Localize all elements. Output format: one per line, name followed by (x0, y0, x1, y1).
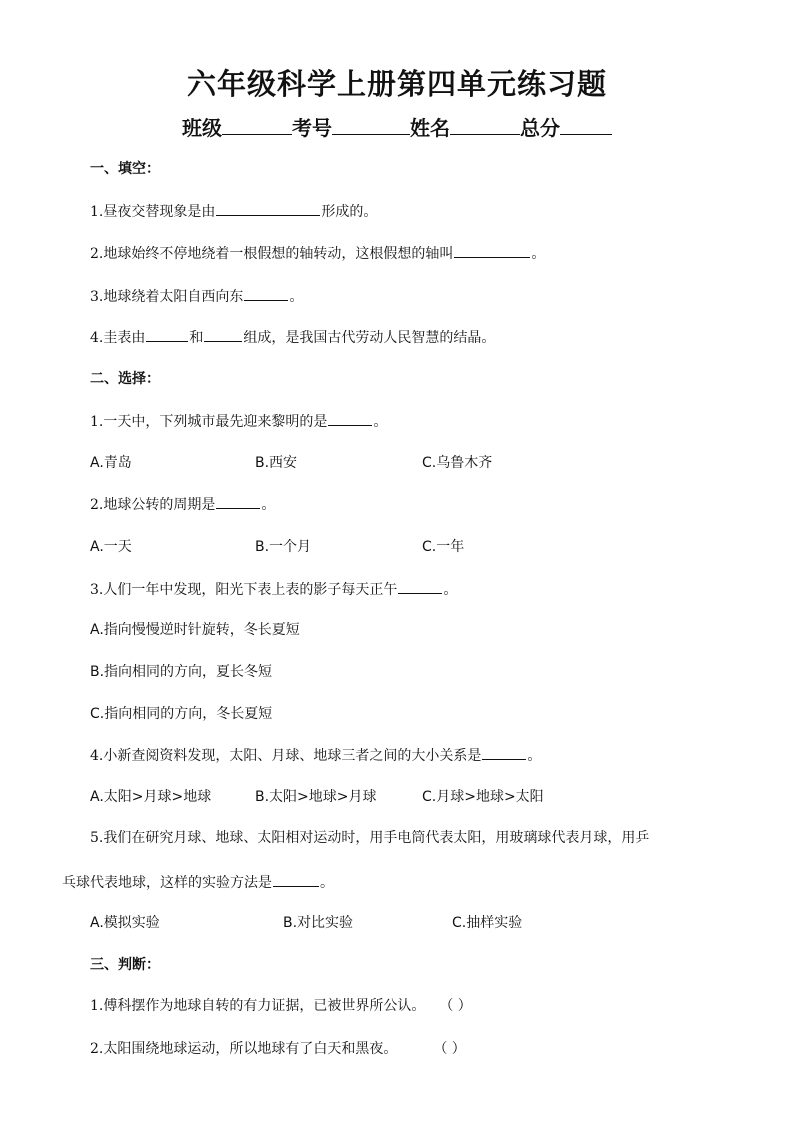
name-label: 姓名 (410, 116, 450, 140)
class-label: 班级 (182, 116, 222, 140)
option-b[interactable]: B.一个月 (255, 539, 312, 555)
choice-question-5: 5.我们在研究月球、地球、太阳相对运动时，用手电筒代表太阳，用玻璃球代表月球，用乒 (90, 830, 650, 846)
answer-blank[interactable] (244, 286, 288, 301)
fill-question-3: 3.地球绕着太阳自西向东 。 (90, 286, 303, 306)
answer-blank[interactable] (216, 494, 260, 509)
fill-question-1: 1.昼夜交替现象是由 形成的。 (90, 201, 377, 221)
class-blank[interactable] (222, 116, 292, 135)
fill-question-2: 2.地球始终不停地绕着一根假想的轴转动，这根假想的轴叫 。 (90, 243, 545, 263)
judge-question-2: 2.太阳围绕地球运动，所以地球有了白天和黑夜。 （ ） (90, 1038, 466, 1058)
answer-blank[interactable] (328, 411, 372, 426)
option-a[interactable]: A.青岛 (90, 455, 132, 471)
page-title: 六年级科学上册第四单元练习题 (186, 67, 607, 101)
option-b[interactable]: B.西安 (255, 455, 298, 471)
answer-blank[interactable] (146, 327, 188, 342)
judge-question-1: 1.傅科摆作为地球自转的有力证据，已被世界所公认。 （ ） (90, 995, 472, 1015)
choice-question-1: 1.一天中，下列城市最先迎来黎明的是 。 (90, 411, 387, 431)
choice-question-2: 2.地球公转的周期是 。 (90, 494, 275, 514)
answer-blank[interactable] (273, 872, 319, 887)
option-b[interactable]: B.太阳>地球>月球 (255, 789, 377, 805)
option-c[interactable]: C.月球>地球>太阳 (422, 789, 544, 805)
option-c[interactable]: C.乌鲁木齐 (422, 455, 493, 471)
exam-number-label: 考号 (292, 116, 332, 140)
student-info-row (0, 112, 794, 141)
option-b[interactable]: B.指向相同的方向，夏长冬短 (90, 664, 273, 680)
section-fill-heading: 一、填空： (90, 161, 160, 177)
section-judge-heading: 三、判断： (90, 957, 160, 973)
answer-blank[interactable] (482, 745, 526, 760)
answer-blank[interactable] (204, 327, 242, 342)
name-blank[interactable] (450, 116, 520, 135)
option-c[interactable]: C.一年 (422, 539, 465, 555)
choice-question-5-continued: 乓球代表地球，这样的实验方法是 。 (62, 872, 334, 892)
fill-question-4: 4.圭表由 和 组成，是我国古代劳动人民智慧的结晶。 (90, 327, 495, 347)
option-a[interactable]: A.太阳>月球>地球 (90, 789, 212, 805)
total-score-label: 总分 (520, 116, 560, 140)
answer-blank[interactable] (398, 579, 442, 594)
option-b[interactable]: B.对比实验 (283, 915, 354, 931)
section-choice-heading: 二、选择： (90, 371, 160, 387)
answer-blank[interactable] (216, 201, 320, 216)
answer-blank[interactable] (454, 243, 530, 258)
option-a[interactable]: A.一天 (90, 539, 132, 555)
option-a[interactable]: A.指向慢慢逆时针旋转，冬长夏短 (90, 622, 300, 638)
answer-parentheses[interactable]: （ ） (433, 1041, 466, 1057)
option-c[interactable]: C.指向相同的方向，冬长夏短 (90, 706, 273, 722)
option-a[interactable]: A.模拟实验 (90, 915, 160, 931)
choice-question-3: 3.人们一年中发现，阳光下表上表的影子每天正午 。 (90, 579, 457, 599)
total-score-blank[interactable] (560, 116, 612, 135)
answer-parentheses[interactable]: （ ） (439, 998, 472, 1014)
choice-question-4: 4.小新查阅资料发现，太阳、月球、地球三者之间的大小关系是 。 (90, 745, 541, 765)
exam-number-blank[interactable] (332, 116, 410, 135)
option-c[interactable]: C.抽样实验 (452, 915, 523, 931)
